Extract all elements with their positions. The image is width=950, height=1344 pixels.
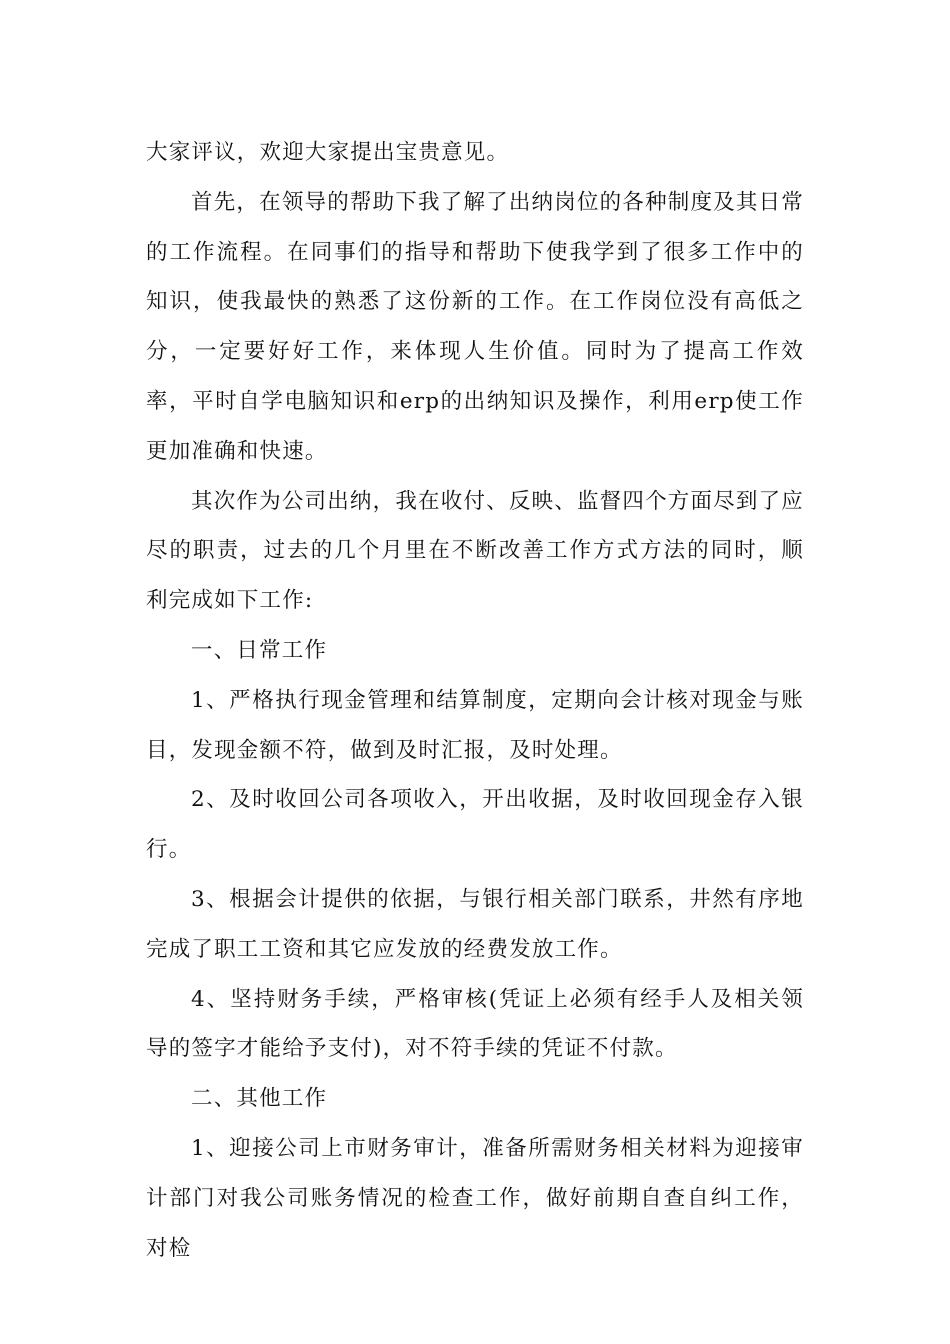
list-item-audit-procedures: 4、坚持财务手续，严格审核(凭证上必须有经手人及相关领导的签字才能给予支付)，对不符手续的凭证不付款。 [146,986,804,1062]
section-heading-other-work: 二、其他工作 [191,1086,328,1112]
list-item-salary-payment: 3、根据会计提供的依据，与银行相关部门联系，井然有序地完成了职工工资和其它应发放的经费发放工作。 [146,886,804,962]
paragraph-duties: 其次作为公司出纳，我在收付、反映、监督四个方面尽到了应尽的职责，过去的几个月里在不断改善工作方式方法的同时，顺利完成如下工作: [146,488,804,614]
list-item-income-collection: 2、及时收回公司各项收入，开出收据，及时收回现金存入银行。 [146,787,804,863]
list-item-cash-management: 1、严格执行现金管理和结算制度，定期向会计核对现金与账目，发现金额不符，做到及时汇报，及时处理。 [146,687,804,763]
paragraph-closing-remark: 大家评议，欢迎大家提出宝贵意见。 [146,140,510,165]
section-heading-daily-work: 一、日常工作 [191,637,328,663]
list-item-ipo-audit: 1、迎接公司上市财务审计，准备所需财务相关材料为迎接审计部门对我公司账务情况的检查工作，做好前期自查自纠工作，对检 [146,1135,804,1261]
document-body [146,128,804,1273]
paragraph-first-learning: 首先，在领导的帮助下我了解了出纳岗位的各种制度及其日常的工作流程。在同事们的指导和帮助下使我学到了很多工作中的知识，使我最快的熟悉了这份新的工作。在工作岗位没有高低之分，一定要好好工作，来体现人生价值。同时为了提高工作效率，平时自学电脑知识和erp的出纳知识及操作，利用erp使工作更加准确和快速。 [146,189,804,464]
